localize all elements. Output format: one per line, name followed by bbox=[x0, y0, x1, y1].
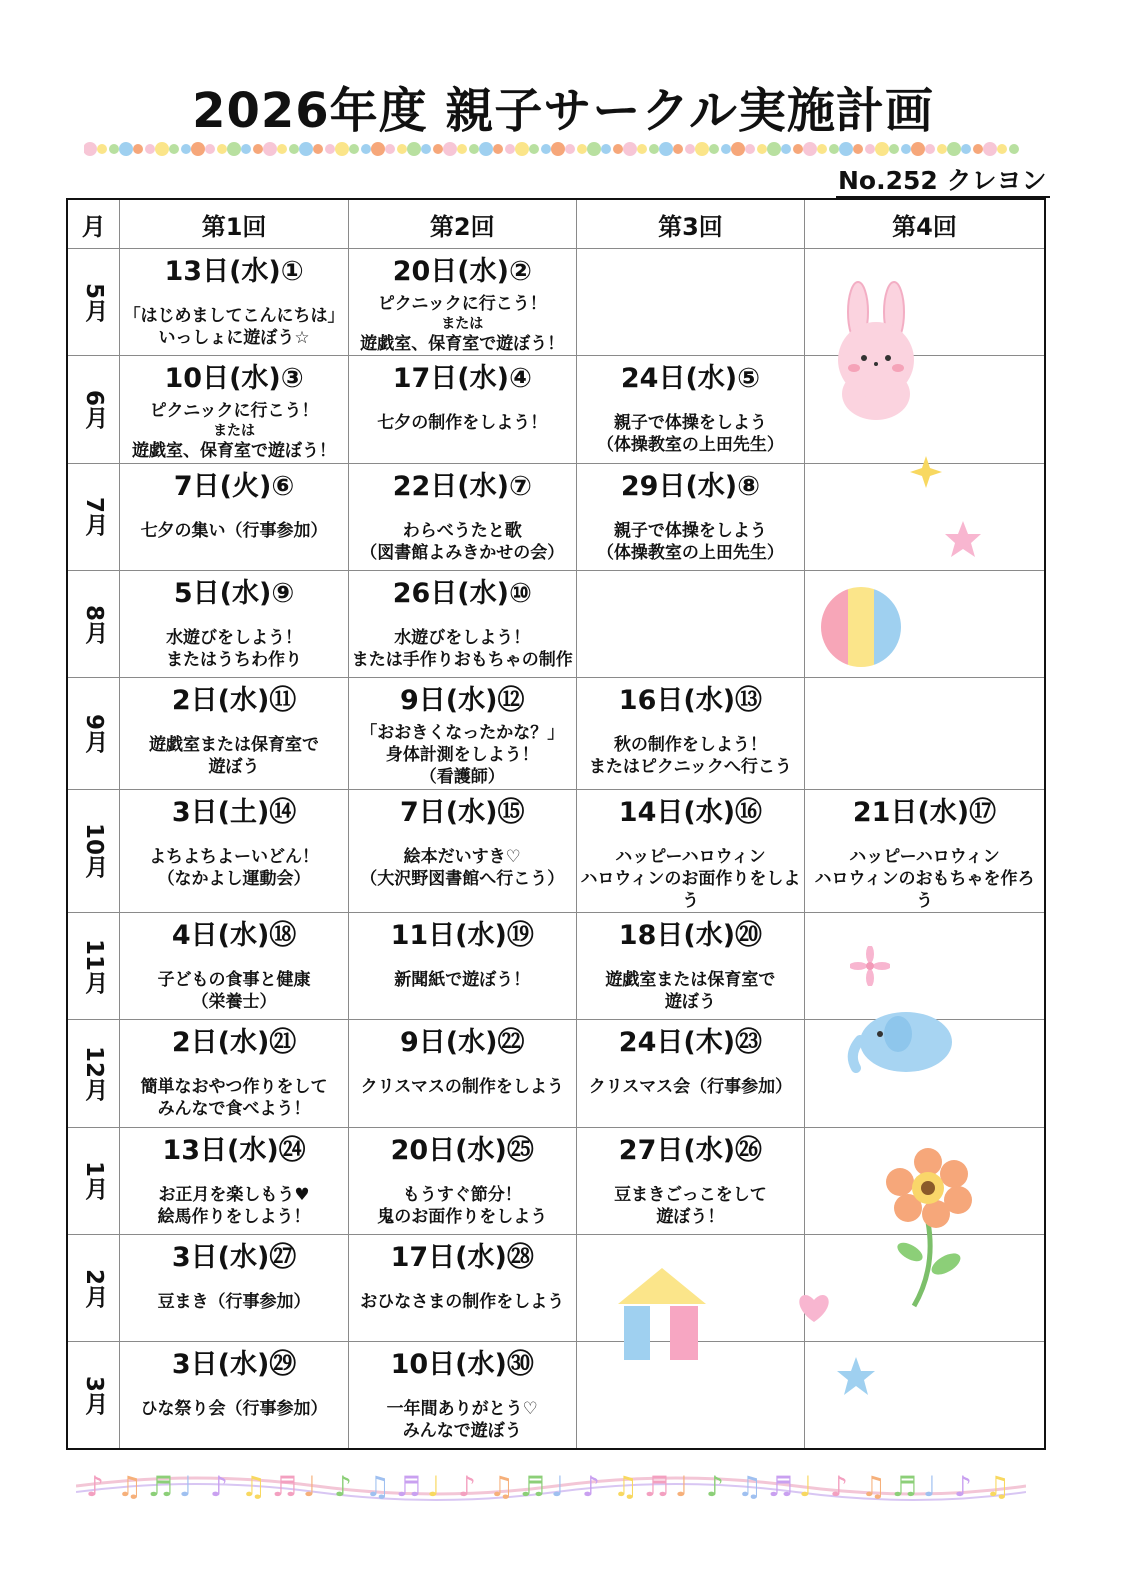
session-activity: （体操教室の上田先生） bbox=[596, 542, 784, 563]
garland-dot bbox=[479, 142, 493, 156]
garland-dot bbox=[349, 144, 359, 154]
garland-dot bbox=[335, 142, 349, 156]
session-cell bbox=[348, 912, 576, 1019]
garland-dot bbox=[695, 142, 709, 156]
session-cell bbox=[120, 463, 348, 570]
session-cell bbox=[120, 570, 348, 677]
session-date: 22日(水)⑦ bbox=[392, 470, 532, 502]
flower-illustration bbox=[880, 1148, 980, 1310]
session-date: 26日(水)⑩ bbox=[392, 577, 532, 609]
month-cell bbox=[67, 356, 120, 463]
session-activity: 新聞紙で遊ぼう！ bbox=[394, 969, 531, 990]
session-activity: 親子で体操をしよう bbox=[613, 413, 767, 434]
garland-dot bbox=[289, 144, 299, 154]
session-activity: ハロウィンのお面作りをしよう bbox=[580, 868, 801, 911]
garland-dot bbox=[299, 142, 313, 156]
month-label: 6月 bbox=[81, 389, 108, 429]
month-cell bbox=[67, 1127, 120, 1234]
garland-dot bbox=[839, 142, 853, 156]
music-note-icon: ♪ bbox=[954, 1470, 972, 1503]
month-cell bbox=[67, 570, 120, 677]
garland-dot bbox=[253, 144, 263, 154]
music-note-icon: ♪ bbox=[210, 1470, 228, 1503]
garland-dot bbox=[241, 144, 251, 154]
session-activity: おひなさまの制作をしよう bbox=[360, 1291, 565, 1312]
garland-dot bbox=[371, 142, 385, 156]
garland-dot bbox=[623, 142, 637, 156]
garland-dot bbox=[901, 144, 911, 154]
session-date: 9日(水)㉒ bbox=[400, 1027, 525, 1059]
month-label: 11月 bbox=[81, 938, 108, 994]
garland-dot bbox=[227, 142, 241, 156]
month-label: 2月 bbox=[81, 1268, 108, 1308]
session-date: 21日(水)⑰ bbox=[852, 796, 997, 828]
session-activity: 遊戯室または保育室で bbox=[149, 735, 320, 756]
header-round-1: 第1回 bbox=[120, 199, 348, 249]
month-label: 9月 bbox=[81, 713, 108, 753]
garland-dot bbox=[325, 144, 335, 154]
month-label: 12月 bbox=[81, 1045, 108, 1101]
month-cell bbox=[67, 249, 120, 356]
session-cell bbox=[348, 1020, 576, 1127]
session-cell bbox=[576, 912, 804, 1019]
garland-dot bbox=[277, 144, 287, 154]
garland-dot bbox=[407, 142, 421, 156]
garland-dot bbox=[551, 142, 565, 156]
elephant-illustration bbox=[846, 1004, 958, 1076]
garland-dot bbox=[721, 144, 731, 154]
session-cell bbox=[120, 1127, 348, 1234]
header-month: 月 bbox=[67, 199, 120, 249]
month-label: 3月 bbox=[81, 1375, 108, 1415]
garland-dot bbox=[97, 144, 107, 154]
music-notes-border bbox=[76, 1462, 1026, 1506]
session-cell bbox=[348, 463, 576, 570]
music-note-icon: ♫ bbox=[737, 1470, 763, 1503]
flower-small-icon bbox=[850, 946, 890, 986]
session-activity: いっしょに遊ぼう☆ bbox=[158, 328, 310, 348]
session-activity: 秋の制作をしよう！ bbox=[613, 735, 767, 756]
session-activity: 遊ぼう bbox=[208, 757, 260, 778]
session-activity: 「はじめましてこんにちは」 bbox=[123, 306, 345, 326]
empty-cell bbox=[576, 570, 804, 677]
session-cell bbox=[576, 356, 804, 463]
session-date: 11日(水)⑲ bbox=[390, 919, 534, 951]
session-date: 7日(水)⑮ bbox=[400, 796, 525, 828]
music-note-icon: ♫ bbox=[613, 1470, 639, 1503]
session-activity: ハッピーハロウィン bbox=[849, 846, 1000, 867]
header-row bbox=[67, 199, 1045, 249]
month-cell bbox=[67, 789, 120, 912]
session-activity: または bbox=[213, 423, 256, 440]
garland-dot bbox=[397, 144, 407, 154]
table-row bbox=[67, 678, 1045, 789]
session-cell bbox=[348, 789, 576, 912]
header-round-2: 第2回 bbox=[348, 199, 576, 249]
session-cell bbox=[348, 1234, 576, 1341]
music-note-icon: ♬ bbox=[768, 1470, 794, 1503]
garland-dot bbox=[205, 144, 215, 154]
session-cell bbox=[348, 1342, 576, 1449]
garland-dot bbox=[155, 142, 169, 156]
session-cell bbox=[120, 789, 348, 912]
garland-dot bbox=[829, 144, 839, 154]
garland-dot bbox=[529, 144, 539, 154]
star-icon bbox=[944, 520, 982, 558]
month-label: 7月 bbox=[81, 497, 108, 537]
session-date: 2日(水)㉑ bbox=[171, 1027, 297, 1059]
session-activity: （看護師） bbox=[419, 767, 505, 788]
session-date: 3日(水)㉗ bbox=[171, 1241, 297, 1273]
session-cell bbox=[120, 356, 348, 463]
session-activity: わらべうたと歌 bbox=[402, 520, 522, 541]
session-cell bbox=[120, 249, 348, 356]
music-note-icon: ♪ bbox=[706, 1470, 724, 1503]
music-note-icon: ♫ bbox=[117, 1470, 143, 1503]
empty-cell bbox=[576, 249, 804, 356]
session-activity: よちよちよーいどん！ bbox=[149, 846, 320, 867]
session-activity: （体操教室の上田先生） bbox=[596, 435, 784, 456]
garland-dot bbox=[865, 144, 875, 154]
session-cell bbox=[576, 789, 804, 912]
session-activity: ハロウィンのおもちゃを作ろう bbox=[814, 868, 1035, 911]
music-note-icon: ♪ bbox=[86, 1470, 104, 1503]
garland-dot bbox=[443, 142, 457, 156]
garland-dot bbox=[505, 144, 515, 154]
session-cell bbox=[120, 1342, 348, 1449]
garland-dot bbox=[601, 144, 611, 154]
garland-dot bbox=[757, 144, 767, 154]
garland-dot bbox=[911, 142, 925, 156]
month-cell bbox=[67, 912, 120, 1019]
session-activity: もうすぐ節分！ bbox=[402, 1184, 522, 1205]
garland-dot bbox=[385, 144, 395, 154]
month-cell bbox=[67, 463, 120, 570]
month-cell bbox=[67, 678, 120, 789]
session-date: 17日(水)④ bbox=[392, 363, 532, 395]
session-activity: 豆まきごっこをして bbox=[614, 1184, 767, 1205]
session-cell bbox=[120, 1234, 348, 1341]
session-activity: 身体計測をしよう！ bbox=[385, 745, 539, 766]
session-activity: 「おおきくなったかな？」 bbox=[360, 723, 565, 744]
music-note-icon: ♪ bbox=[334, 1470, 352, 1503]
garland-dot bbox=[961, 144, 971, 154]
session-activity: 遊戯室または保育室で bbox=[605, 969, 776, 990]
session-cell bbox=[805, 789, 1045, 912]
session-activity: クリスマス会（行事参加） bbox=[588, 1077, 793, 1098]
garland-dot bbox=[181, 144, 191, 154]
garland-dot bbox=[361, 144, 371, 154]
session-date: 20日(水)② bbox=[392, 256, 532, 287]
garland-dot bbox=[191, 142, 205, 156]
garland-dot bbox=[709, 144, 719, 154]
house-blocks-illustration bbox=[612, 1264, 712, 1364]
garland-dot bbox=[577, 144, 587, 154]
month-cell bbox=[67, 1234, 120, 1341]
session-activity: または手作りおもちゃの制作 bbox=[351, 649, 573, 670]
session-cell bbox=[576, 678, 804, 789]
session-date: 13日(水)㉔ bbox=[162, 1134, 306, 1166]
garland-dot bbox=[457, 144, 467, 154]
music-note-icon: ♬ bbox=[520, 1470, 546, 1503]
session-activity: 遊戯室、保育室で遊ぼう！ bbox=[360, 334, 565, 354]
session-activity: みんなで食べよう！ bbox=[157, 1099, 311, 1120]
session-date: 10日(水)③ bbox=[164, 363, 304, 395]
music-note-icon: ♩ bbox=[179, 1470, 193, 1503]
session-activity: 子どもの食事と健康 bbox=[157, 969, 311, 990]
garland-dot bbox=[659, 142, 673, 156]
session-activity: またはピクニックへ行こう bbox=[588, 757, 792, 778]
session-date: 24日(水)⑤ bbox=[620, 363, 760, 395]
session-date: 17日(水)㉘ bbox=[390, 1241, 534, 1273]
garland-dot bbox=[613, 144, 623, 154]
sparkle-icon bbox=[910, 456, 942, 488]
table-row bbox=[67, 789, 1045, 912]
session-cell bbox=[348, 249, 576, 356]
garland-dot bbox=[313, 144, 323, 154]
garland-dot bbox=[119, 142, 133, 156]
garland-dot bbox=[673, 144, 683, 154]
empty-cell bbox=[805, 678, 1045, 789]
session-activity: 豆まき（行事参加） bbox=[157, 1291, 311, 1312]
session-activity: 一年間ありがとう♡ bbox=[386, 1399, 538, 1420]
music-note-icon: ♩ bbox=[675, 1470, 689, 1503]
garland-dot bbox=[947, 142, 961, 156]
month-label: 10月 bbox=[81, 823, 108, 879]
garland-dot bbox=[145, 144, 155, 154]
garland-dot bbox=[731, 142, 745, 156]
month-label: 5月 bbox=[81, 282, 108, 322]
session-activity: みんなで遊ぼう bbox=[402, 1421, 522, 1442]
garland-dot bbox=[793, 144, 803, 154]
music-note-icon: ♫ bbox=[241, 1470, 267, 1503]
garland-dot bbox=[937, 144, 947, 154]
session-activity: 七夕の集い（行事参加） bbox=[140, 520, 328, 541]
music-note-icon: ♫ bbox=[861, 1470, 887, 1503]
header-round-3: 第3回 bbox=[576, 199, 804, 249]
garland-dot bbox=[685, 144, 695, 154]
garland-dot bbox=[649, 144, 659, 154]
garland-dot bbox=[515, 142, 529, 156]
garland-dot bbox=[973, 144, 983, 154]
session-cell bbox=[576, 1127, 804, 1234]
music-note-icon: ♫ bbox=[365, 1470, 391, 1503]
garland-dot bbox=[109, 144, 119, 154]
session-activity: お正月を楽しもう♥ bbox=[158, 1184, 310, 1205]
session-activity: 絵本だいすき♡ bbox=[403, 846, 521, 867]
session-activity: （栄養士） bbox=[191, 991, 277, 1012]
garland-dot bbox=[587, 142, 601, 156]
session-date: 3日(土)⑭ bbox=[171, 796, 297, 828]
session-activity: ピクニックに行こう！ bbox=[377, 294, 547, 314]
session-activity: ひな祭り会（行事参加） bbox=[140, 1399, 328, 1420]
garland-dot bbox=[925, 144, 935, 154]
session-cell bbox=[120, 1020, 348, 1127]
session-activity: （大沢野図書館へ行こう） bbox=[360, 868, 565, 889]
session-date: 2日(水)⑪ bbox=[171, 685, 297, 717]
music-note-icon: ♩ bbox=[303, 1470, 317, 1503]
garland-dot bbox=[84, 142, 97, 156]
session-date: 7日(火)⑥ bbox=[173, 470, 295, 502]
garland-dot bbox=[565, 144, 575, 154]
music-note-icon: ♪ bbox=[582, 1470, 600, 1503]
page-title: 2026年度 親子サークル実施計画 bbox=[192, 83, 934, 139]
music-note-icon: ♫ bbox=[985, 1470, 1011, 1503]
garland-dot bbox=[997, 144, 1007, 154]
session-date: 3日(水)㉙ bbox=[171, 1349, 297, 1381]
session-activity: （図書館よみきかせの会） bbox=[360, 542, 565, 563]
garland-dot bbox=[133, 144, 143, 154]
garland-dot bbox=[889, 144, 899, 154]
garland-dot bbox=[637, 144, 647, 154]
session-cell bbox=[348, 356, 576, 463]
session-date: 18日(水)⑳ bbox=[618, 919, 763, 951]
session-date: 20日(水)㉕ bbox=[390, 1134, 534, 1166]
bunny-illustration bbox=[826, 276, 926, 426]
session-activity: 親子で体操をしよう bbox=[613, 520, 767, 541]
garland-dot bbox=[493, 144, 503, 154]
session-activity: 遊ぼう！ bbox=[656, 1206, 725, 1227]
garland-dot bbox=[169, 144, 179, 154]
session-activity: （なかよし運動会） bbox=[157, 868, 311, 889]
month-cell bbox=[67, 1020, 120, 1127]
ball-illustration bbox=[818, 584, 904, 670]
session-date: 16日(水)⑬ bbox=[618, 685, 763, 717]
session-date: 4日(水)⑱ bbox=[171, 919, 297, 951]
session-activity: 鬼のお面作りをしよう bbox=[377, 1206, 548, 1227]
session-date: 10日(水)㉚ bbox=[390, 1349, 534, 1381]
garland-dot bbox=[421, 144, 431, 154]
session-date: 29日(水)⑧ bbox=[620, 470, 760, 502]
music-note-icon: ♬ bbox=[396, 1470, 422, 1503]
garland-dot bbox=[781, 144, 791, 154]
session-cell bbox=[120, 678, 348, 789]
music-note-icon: ♩ bbox=[551, 1470, 565, 1503]
session-activity: 遊ぼう bbox=[664, 991, 716, 1012]
garland-dot bbox=[1009, 144, 1019, 154]
table-row bbox=[67, 1342, 1045, 1449]
session-cell bbox=[348, 1127, 576, 1234]
session-cell bbox=[348, 678, 576, 789]
session-activity: ハッピーハロウィン bbox=[615, 846, 766, 867]
session-cell bbox=[576, 463, 804, 570]
garland-dot bbox=[469, 144, 479, 154]
session-date: 5日(水)⑨ bbox=[173, 577, 295, 609]
session-cell bbox=[348, 570, 576, 677]
session-activity: 水遊びをしよう！ bbox=[166, 627, 303, 648]
session-activity: またはうちわ作り bbox=[166, 649, 303, 670]
music-note-icon: ♬ bbox=[892, 1470, 918, 1503]
session-date: 27日(水)㉖ bbox=[618, 1134, 763, 1166]
session-activity: または bbox=[441, 316, 484, 332]
garland-dot bbox=[217, 144, 227, 154]
document-number: No.252 クレヨン bbox=[836, 166, 1050, 198]
garland-dot bbox=[433, 144, 443, 154]
garland-dot bbox=[263, 142, 277, 156]
session-cell bbox=[120, 912, 348, 1019]
header-round-4: 第4回 bbox=[805, 199, 1045, 249]
music-note-icon: ♪ bbox=[830, 1470, 848, 1503]
dot-garland-decoration bbox=[84, 137, 1024, 161]
garland-dot bbox=[875, 142, 889, 156]
session-date: 14日(水)⑯ bbox=[618, 796, 763, 828]
session-date: 9日(水)⑫ bbox=[400, 685, 525, 717]
music-note-icon: ♩ bbox=[799, 1470, 813, 1503]
month-label: 1月 bbox=[81, 1161, 108, 1201]
garland-dot bbox=[767, 142, 781, 156]
table-row bbox=[67, 463, 1045, 570]
garland-dot bbox=[817, 144, 827, 154]
garland-dot bbox=[745, 144, 755, 154]
session-date: 13日(水)① bbox=[164, 256, 304, 287]
music-note-icon: ♬ bbox=[644, 1470, 670, 1503]
music-note-icon: ♬ bbox=[272, 1470, 298, 1503]
month-label: 8月 bbox=[81, 604, 108, 644]
garland-dot bbox=[983, 142, 997, 156]
session-activity: 絵馬作りをしよう！ bbox=[157, 1206, 311, 1227]
garland-dot bbox=[541, 144, 551, 154]
music-note-icon: ♩ bbox=[923, 1470, 937, 1503]
music-note-icon: ♫ bbox=[489, 1470, 515, 1503]
session-activity: 遊戯室、保育室で遊ぼう！ bbox=[132, 441, 337, 462]
music-note-icon: ♪ bbox=[458, 1470, 476, 1503]
music-note-icon: ♬ bbox=[148, 1470, 174, 1503]
session-cell bbox=[576, 1020, 804, 1127]
music-note-icon: ♩ bbox=[427, 1470, 441, 1503]
session-activity: クリスマスの制作をしよう bbox=[360, 1077, 564, 1098]
garland-dot bbox=[803, 142, 817, 156]
month-cell bbox=[67, 1342, 120, 1449]
session-activity: 水遊びをしよう！ bbox=[394, 627, 531, 648]
star-icon bbox=[836, 1356, 876, 1396]
session-date: 24日(木)㉓ bbox=[618, 1027, 763, 1059]
heart-icon bbox=[796, 1290, 832, 1324]
session-activity: 簡単なおやつ作りをして bbox=[140, 1077, 328, 1098]
session-activity: ピクニックに行こう！ bbox=[149, 401, 319, 422]
garland-dot bbox=[853, 144, 863, 154]
session-activity: 七夕の制作をしよう！ bbox=[377, 413, 548, 434]
